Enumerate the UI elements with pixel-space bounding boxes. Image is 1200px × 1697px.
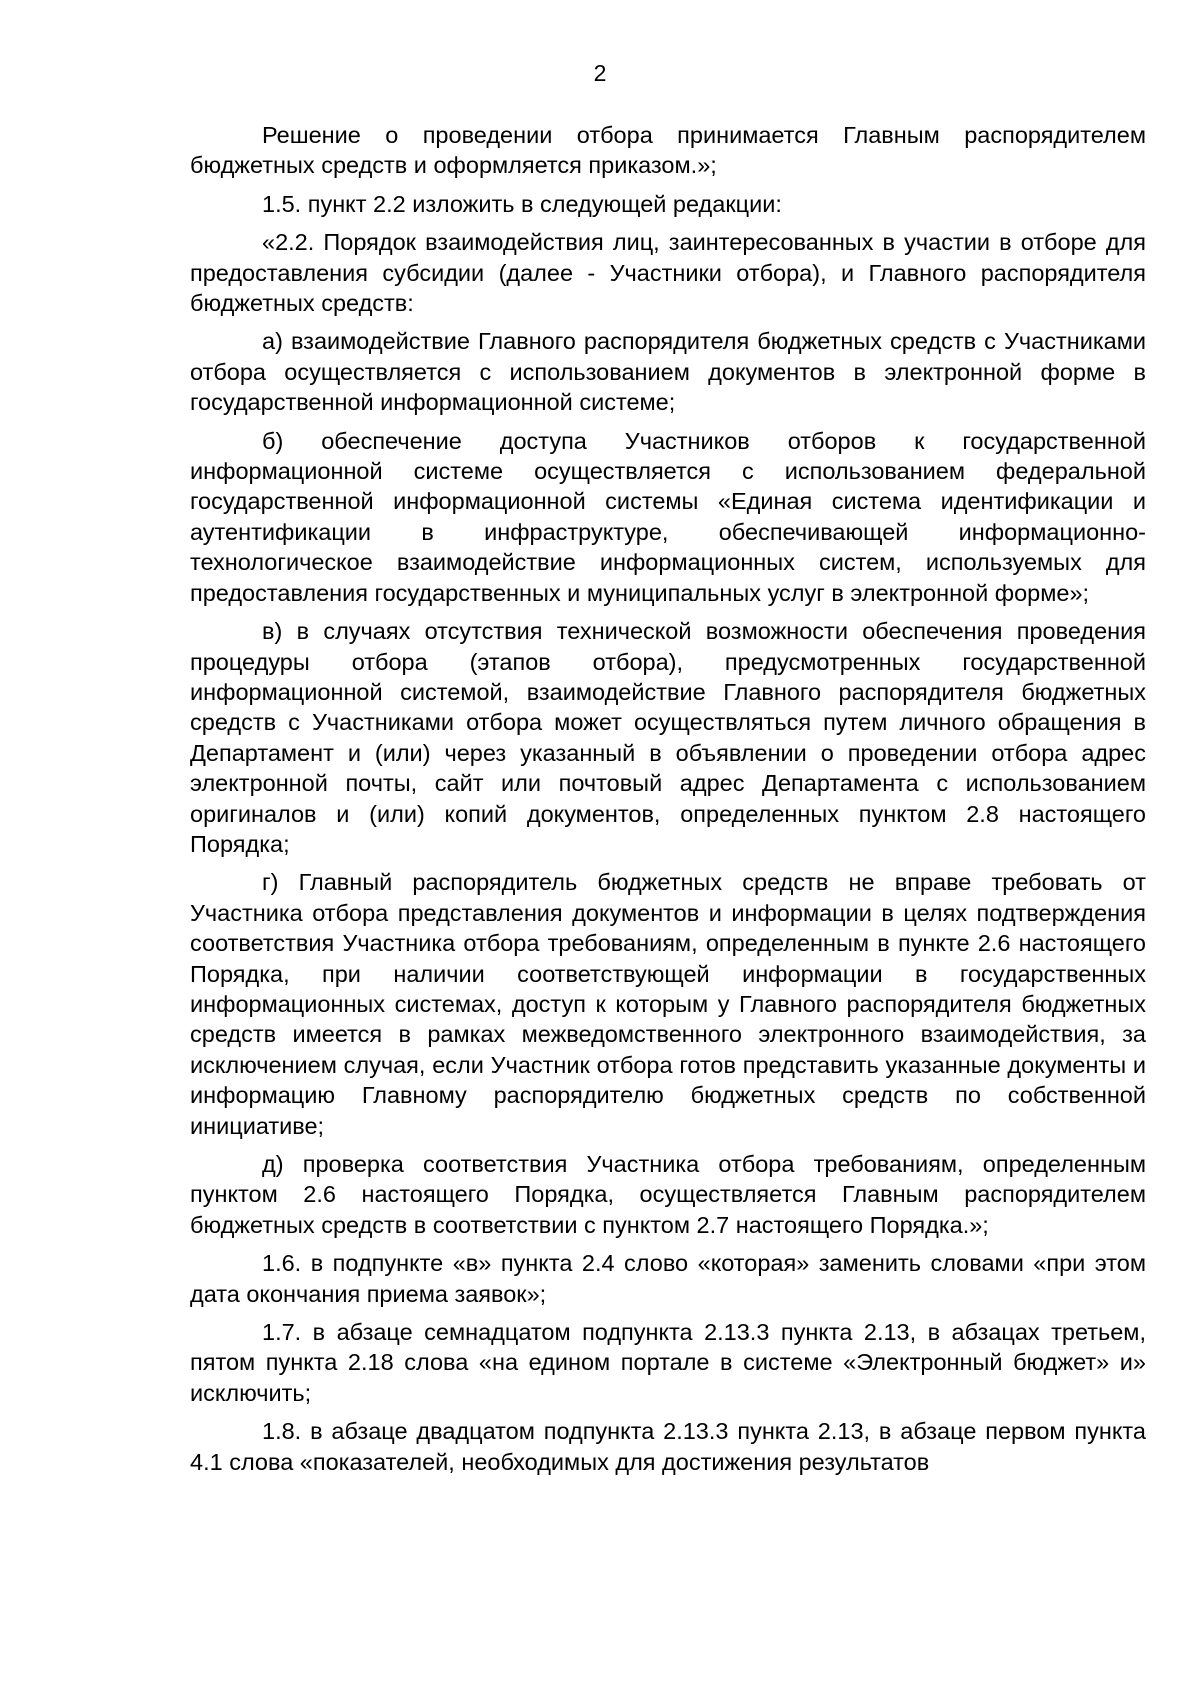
paragraph-item-g: г) Главный распорядитель бюджетных средств не вправе требовать от Участника отбора представления документов и информации в целях подтверждения соответствия Участника отбора требованиям, определенным в пункте 2.6 настоящего Порядка, при наличии соответствующей информации в государственных информационных системах, доступ к которым у Главного распорядителя бюджетных средств имеется в рамках межведомственного электронного взаимодействия, за исключением случая, если Участник отбора готов представить указанные документы и информацию Главному распорядителю бюджетных средств по собственной инициативе; xyxy=(190,869,1146,1139)
document-body xyxy=(190,120,1146,1485)
paragraph-1-8: 1.8. в абзаце двадцатом подпункта 2.13.3 пункта 2.13, в абзаце первом пункта 4.1 слова «показателей, необходимых для достижения результатов xyxy=(190,1418,1146,1475)
paragraph-item-d: д) проверка соответствия Участника отбора требованиям, определенным пунктом 2.6 настоящего Порядка, осуществляется Главным распорядителем бюджетных средств в соответствии с пунктом 2.7 настоящего Порядка.»; xyxy=(190,1151,1146,1238)
page-number: 2 xyxy=(593,60,607,86)
paragraph-1-7: 1.7. в абзаце семнадцатом подпункта 2.13.3 пункта 2.13, в абзацах третьем, пятом пункта 2.18 слова «на едином портале в системе «Электронный бюджет» и» исключить; xyxy=(190,1319,1146,1406)
paragraph-item-a: а) взаимодействие Главного распорядителя бюджетных средств с Участниками отбора осуществляется с использованием документов в электронной форме в государственной информационной системе; xyxy=(190,328,1146,416)
paragraph-1-6: 1.6. в подпункте «в» пункта 2.4 слово «которая» заменить словами «при этом дата окончания приема заявок»; xyxy=(190,1250,1146,1307)
paragraph-1-5: 1.5. пункт 2.2 изложить в следующей редакции: xyxy=(262,190,782,217)
paragraph-item-b: б) обеспечение доступа Участников отборов к государственной информационной системе осуществляется с использованием федеральной государственной информационной системы «Единая система идентификации и аутентификации в инфраструктуре, обеспечивающей информационно-технологическое взаимодействие информационных систем, используемых для предоставления государственных и муниципальных услуг в электронной форме»; xyxy=(190,427,1146,606)
paragraph-item-v: в) в случаях отсутствия технической возможности обеспечения проведения процедуры отбора (этапов отбора), предусмотренных государственной информационной системой, взаимодействие Главного распорядителя бюджетных средств с Участниками отбора может осуществляться путем личного обращения в Департамент и (или) через указанный в объявлении о проведении отбора адрес электронной почты, сайт или почтовый адрес Департамента с использованием оригиналов и (или) копий документов, определенных пунктом 2.8 настоящего Порядка; xyxy=(190,618,1146,857)
paragraph-decision: Решение о проведении отбора принимается Главным распорядителем бюджетных средств и оформляется приказом.»; xyxy=(190,122,1146,179)
paragraph-2-2: «2.2. Порядок взаимодействия лиц, заинтересованных в участии в отборе для предоставления субсидии (далее - Участники отбора), и Главного распорядителя бюджетных средств: xyxy=(190,229,1146,317)
